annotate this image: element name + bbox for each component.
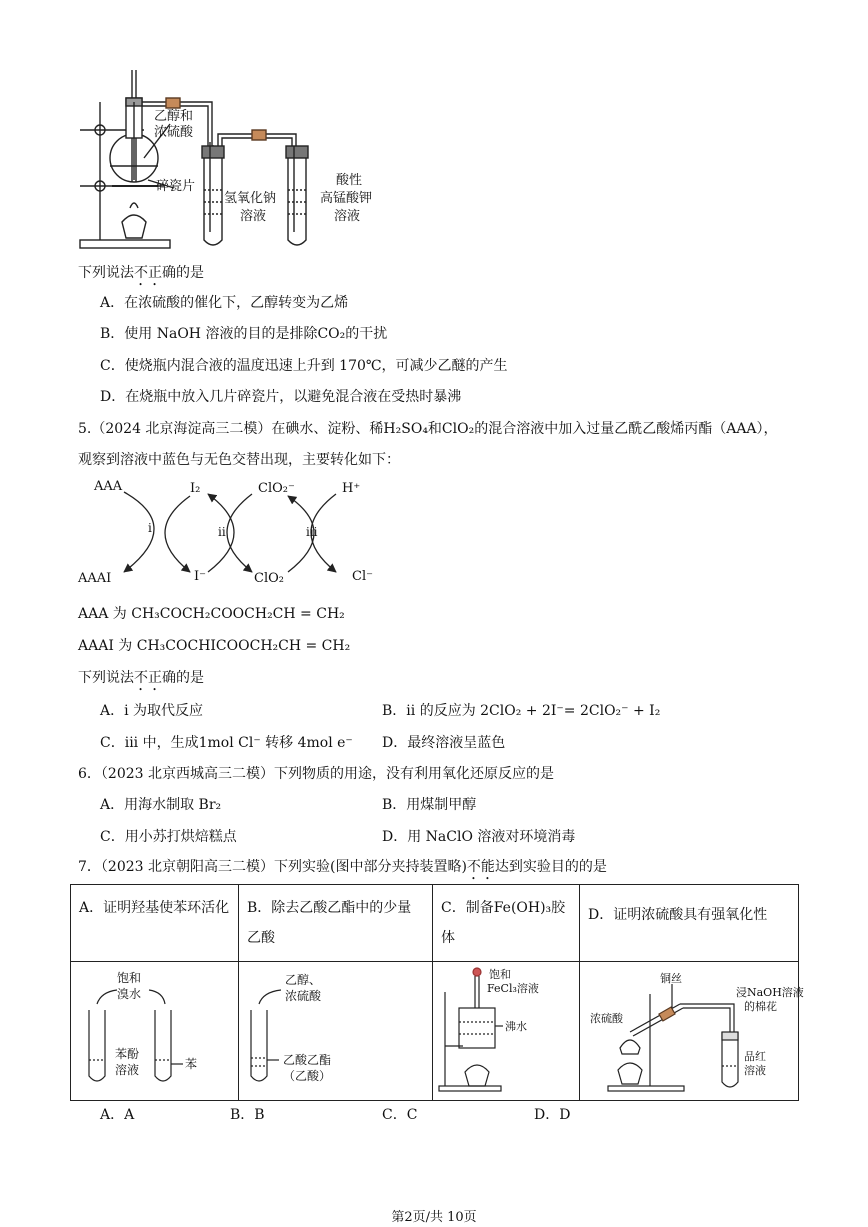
q5-stem-prefix: 下列说法 xyxy=(78,670,134,686)
q4-stem-emphasis: 不正 xyxy=(134,265,162,281)
q7-header-d: D．证明浓硫酸具有强氧化性 xyxy=(580,885,799,962)
phenol-label-2: 溶液 xyxy=(115,1063,140,1077)
clo2minus-node: ClO₂⁻ xyxy=(258,481,295,496)
q7-answer-d: D．D xyxy=(534,1107,571,1123)
q4-option-d: D．在烧瓶中放入几片碎瓷片，以避免混合液在受热时暴沸 xyxy=(100,389,462,405)
porcelain-label: 碎瓷片 xyxy=(156,179,196,194)
clminus-node: Cl⁻ xyxy=(352,569,373,584)
page-footer: 第2页/共 10页 xyxy=(391,1210,477,1225)
q7-figure-a xyxy=(71,962,239,1101)
q5-stem-line1: 5.（2024 北京海淀高三二模）在碘水、淀粉、稀H₂SO₄和ClO₂的混合溶液中加入过量乙酰乙酸烯丙酯（AAA）， xyxy=(78,421,778,437)
step-i-label: i xyxy=(148,521,152,535)
cotton-label-2: 的棉花 xyxy=(744,1000,777,1013)
q5-stem xyxy=(78,667,204,694)
q7-stem-prefix: 7．（2023 北京朝阳高三二模）下列实验(图中部分夹持装置略) xyxy=(78,859,467,875)
kmno4-label-2: 高锰酸钾 xyxy=(320,191,373,206)
q5-stem-emphasis: 不正 xyxy=(134,670,162,686)
q4-stem-prefix: 下列说法 xyxy=(78,265,134,281)
q7-figure-b xyxy=(239,962,433,1101)
q5-def-aaa: AAA 为 CH₃COCH₂COOCH₂CH = CH₂ xyxy=(78,606,345,622)
naoh-label-1: 氢氧化钠 xyxy=(224,191,277,206)
ethylene-apparatus-figure xyxy=(74,62,404,254)
q6-option-c: C．用小苏打烘焙糕点 xyxy=(100,829,237,845)
q4-option-b: B．使用 NaOH 溶液的目的是排除CO₂的干扰 xyxy=(100,326,388,342)
q6-option-b: B．用煤制甲醇 xyxy=(382,797,477,813)
iminus-node: I⁻ xyxy=(194,569,206,584)
q7-options-table xyxy=(70,884,804,1101)
ethanol-acid-label-1: 乙醇和 xyxy=(154,109,194,124)
q5-option-b: B．ii 的反应为 2ClO₂ + 2I⁻= 2ClO₂⁻ + I₂ xyxy=(382,703,661,719)
q4-stem-suffix: 确的是 xyxy=(162,265,204,281)
naoh-label-2: 溶液 xyxy=(240,209,267,224)
ester-label-1: 乙酸乙酯 xyxy=(283,1053,332,1067)
q7-answer-a: A．A xyxy=(100,1107,135,1123)
q5-stem-line2: 观察到溶液中蓝色与无色交替出现，主要转化如下： xyxy=(78,452,400,468)
red-sol-label-1: 品红 xyxy=(744,1050,766,1063)
q7-header-b: B．除去乙酸乙酯中的少量乙酸 xyxy=(239,885,433,962)
q5-option-a: A．i 为取代反应 xyxy=(100,703,204,719)
aaai-node: AAAI xyxy=(78,571,112,586)
q4-option-a: A．在浓硫酸的催化下，乙醇转变为乙烯 xyxy=(100,295,349,311)
ethanol-acid-label-2: 浓硫酸 xyxy=(154,125,194,140)
q6-option-a: A．用海水制取 Br₂ xyxy=(100,797,222,813)
ester-label-2: （乙酸） xyxy=(283,1069,332,1083)
q5-option-c: C．iii 中，生成1mol Cl⁻ 转移 4mol e⁻ xyxy=(100,735,353,751)
q7-stem-emphasis: 不能 xyxy=(466,859,495,875)
q7-stem xyxy=(78,856,607,883)
water-label: 沸水 xyxy=(505,1020,527,1033)
aaa-node: AAA xyxy=(94,479,123,494)
redox-cycle-diagram xyxy=(74,476,394,596)
phenol-label-1: 苯酚 xyxy=(115,1047,140,1061)
step-ii-label: ii xyxy=(218,525,226,539)
benzene-label: 苯 xyxy=(185,1057,198,1071)
q7-figure-c xyxy=(433,962,580,1101)
q7-header-a: A．证明羟基使苯环活化 xyxy=(71,885,239,962)
q7-figure-d xyxy=(580,962,804,1101)
q5-stem-suffix: 确的是 xyxy=(162,670,204,686)
fecl3-label-1: 饱和 xyxy=(489,968,511,981)
reagent-label-1: 乙醇、 xyxy=(285,973,322,987)
q4-stem xyxy=(78,262,204,289)
q7-stem-suffix: 达到实验目的的是 xyxy=(494,859,607,875)
cotton-label-1: 浸NaOH溶液 xyxy=(736,986,804,999)
conc-acid-label: 浓硫酸 xyxy=(590,1012,623,1025)
bromine-label-1: 饱和 xyxy=(117,971,142,985)
kmno4-label-3: 溶液 xyxy=(334,209,361,224)
q6-stem: 6．（2023 北京西城高三二模）下列物质的用途，没有利用氧化还原反应的是 xyxy=(78,766,554,782)
q7-answer-b: B．B xyxy=(230,1107,265,1123)
i2-node: I₂ xyxy=(190,481,201,496)
red-sol-label-2: 溶液 xyxy=(744,1064,766,1077)
clo2-node: ClO₂ xyxy=(254,571,284,586)
hplus-node: H⁺ xyxy=(342,481,361,496)
kmno4-label-1: 酸性 xyxy=(336,173,363,188)
q7-answer-c: C．C xyxy=(382,1107,418,1123)
cu-wire-label: 铜丝 xyxy=(660,972,682,985)
reagent-label-2: 浓硫酸 xyxy=(285,989,322,1003)
q4-option-c: C．使烧瓶内混合液的温度迅速上升到 170℃，可减少乙醚的产生 xyxy=(100,358,508,374)
q6-option-d: D．用 NaClO 溶液对环境消毒 xyxy=(382,829,576,845)
q5-option-d: D．最终溶液呈蓝色 xyxy=(382,735,506,751)
step-iii-label: iii xyxy=(306,525,318,539)
q5-def-aaai: AAAI 为 CH₃COCHICOOCH₂CH = CH₂ xyxy=(78,638,351,654)
bromine-label-2: 溴水 xyxy=(117,987,142,1001)
fecl3-label-2: FeCl₃溶液 xyxy=(487,982,539,995)
q7-header-c: C．制备Fe(OH)₃胶体 xyxy=(433,885,580,962)
